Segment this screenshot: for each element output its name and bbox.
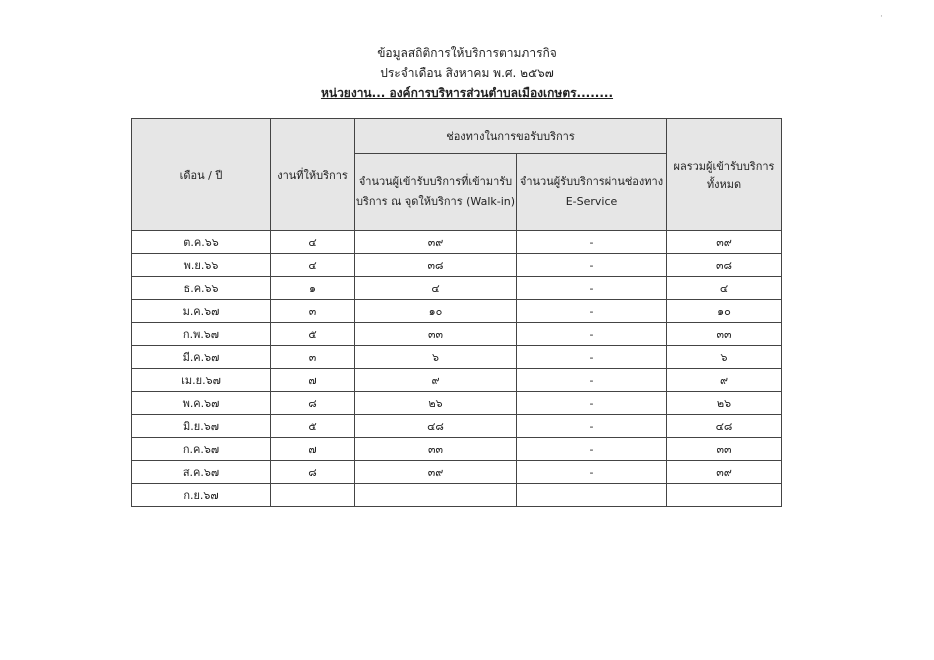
table-row [132, 369, 782, 392]
cell-tasks: ๔ [271, 254, 355, 277]
cell-eservice: - [517, 231, 667, 254]
header-row-1 [132, 119, 782, 154]
table-row [132, 277, 782, 300]
cell-tasks: ๔ [271, 231, 355, 254]
cell-eservice [517, 484, 667, 507]
cell-month: ส.ค.๖๗ [132, 461, 271, 484]
table-row [132, 300, 782, 323]
document-agency: หน่วยงาน... องค์การบริหารส่วนตำบลเมืองเกษตร........ [320, 86, 614, 100]
cell-month: เม.ย.๖๗ [132, 369, 271, 392]
table-body [132, 231, 782, 507]
cell-tasks [271, 484, 355, 507]
cell-walkin: ๓๓ [355, 438, 517, 461]
cell-eservice: - [517, 392, 667, 415]
cell-eservice: - [517, 346, 667, 369]
cell-walkin: ๓๙ [355, 461, 517, 484]
header-tasks: งานที่ให้บริการ [271, 119, 355, 231]
cell-eservice: - [517, 369, 667, 392]
statistics-table-wrapper [131, 118, 781, 507]
cell-tasks: ๓ [271, 300, 355, 323]
cell-tasks: ๘ [271, 392, 355, 415]
cell-total: ๔๘ [667, 415, 782, 438]
header-channels: ช่องทางในการขอรับบริการ [355, 119, 667, 154]
document-title: ข้อมูลสถิติการให้บริการตามภารกิจ [377, 46, 557, 60]
header-eservice: จำนวนผู้รับบริการผ่านช่องทาง E-Service [517, 154, 667, 231]
table-row [132, 346, 782, 369]
cell-month: ก.ย.๖๗ [132, 484, 271, 507]
header-walkin: จำนวนผู้เข้ารับบริการที่เข้ามารับบริการ ณ จุดให้บริการ (Walk-in) [355, 154, 517, 231]
cell-walkin: ๖ [355, 346, 517, 369]
cell-tasks: ๕ [271, 415, 355, 438]
cell-walkin: ๓๓ [355, 323, 517, 346]
cell-walkin: ๑๐ [355, 300, 517, 323]
cell-total: ๑๐ [667, 300, 782, 323]
statistics-table [131, 118, 782, 507]
cell-tasks: ๑ [271, 277, 355, 300]
cell-month: ก.พ.๖๗ [132, 323, 271, 346]
table-row [132, 438, 782, 461]
cell-total: ๓๙ [667, 461, 782, 484]
cell-tasks: ๕ [271, 323, 355, 346]
header-month: เดือน / ปี [132, 119, 271, 231]
table-row [132, 461, 782, 484]
cell-month: พ.ค.๖๗ [132, 392, 271, 415]
header-total: ผลรวมผู้เข้ารับบริการทั้งหมด [667, 119, 782, 231]
cell-tasks: ๓ [271, 346, 355, 369]
document-period: ประจำเดือน สิงหาคม พ.ศ. ๒๕๖๗ [380, 66, 554, 80]
cell-total: ๓๘ [667, 254, 782, 277]
table-row [132, 254, 782, 277]
cell-month: มี.ค.๖๗ [132, 346, 271, 369]
cell-walkin: ๓๙ [355, 231, 517, 254]
cell-total: ๓๙ [667, 231, 782, 254]
cell-total: ๒๖ [667, 392, 782, 415]
table-row [132, 415, 782, 438]
cell-walkin: ๓๘ [355, 254, 517, 277]
table-row [132, 231, 782, 254]
cell-eservice: - [517, 254, 667, 277]
cell-tasks: ๘ [271, 461, 355, 484]
cell-walkin: ๔๘ [355, 415, 517, 438]
cell-tasks: ๗ [271, 369, 355, 392]
corner-mark: · [880, 12, 883, 22]
cell-total: ๖ [667, 346, 782, 369]
cell-walkin: ๔ [355, 277, 517, 300]
cell-walkin [355, 484, 517, 507]
table-row [132, 323, 782, 346]
cell-total: ๓๓ [667, 323, 782, 346]
cell-walkin: ๙ [355, 369, 517, 392]
cell-tasks: ๗ [271, 438, 355, 461]
cell-total: ๙ [667, 369, 782, 392]
cell-eservice: - [517, 461, 667, 484]
table-row [132, 484, 782, 507]
cell-total: ๓๓ [667, 438, 782, 461]
cell-month: พ.ย.๖๖ [132, 254, 271, 277]
cell-eservice: - [517, 323, 667, 346]
cell-month: ก.ค.๖๗ [132, 438, 271, 461]
cell-month: ธ.ค.๖๖ [132, 277, 271, 300]
cell-month: ต.ค.๖๖ [132, 231, 271, 254]
cell-eservice: - [517, 438, 667, 461]
cell-eservice: - [517, 277, 667, 300]
cell-eservice: - [517, 415, 667, 438]
cell-month: มิ.ย.๖๗ [132, 415, 271, 438]
cell-total: ๔ [667, 277, 782, 300]
table-row [132, 392, 782, 415]
cell-eservice: - [517, 300, 667, 323]
cell-walkin: ๒๖ [355, 392, 517, 415]
cell-total [667, 484, 782, 507]
cell-month: ม.ค.๖๗ [132, 300, 271, 323]
